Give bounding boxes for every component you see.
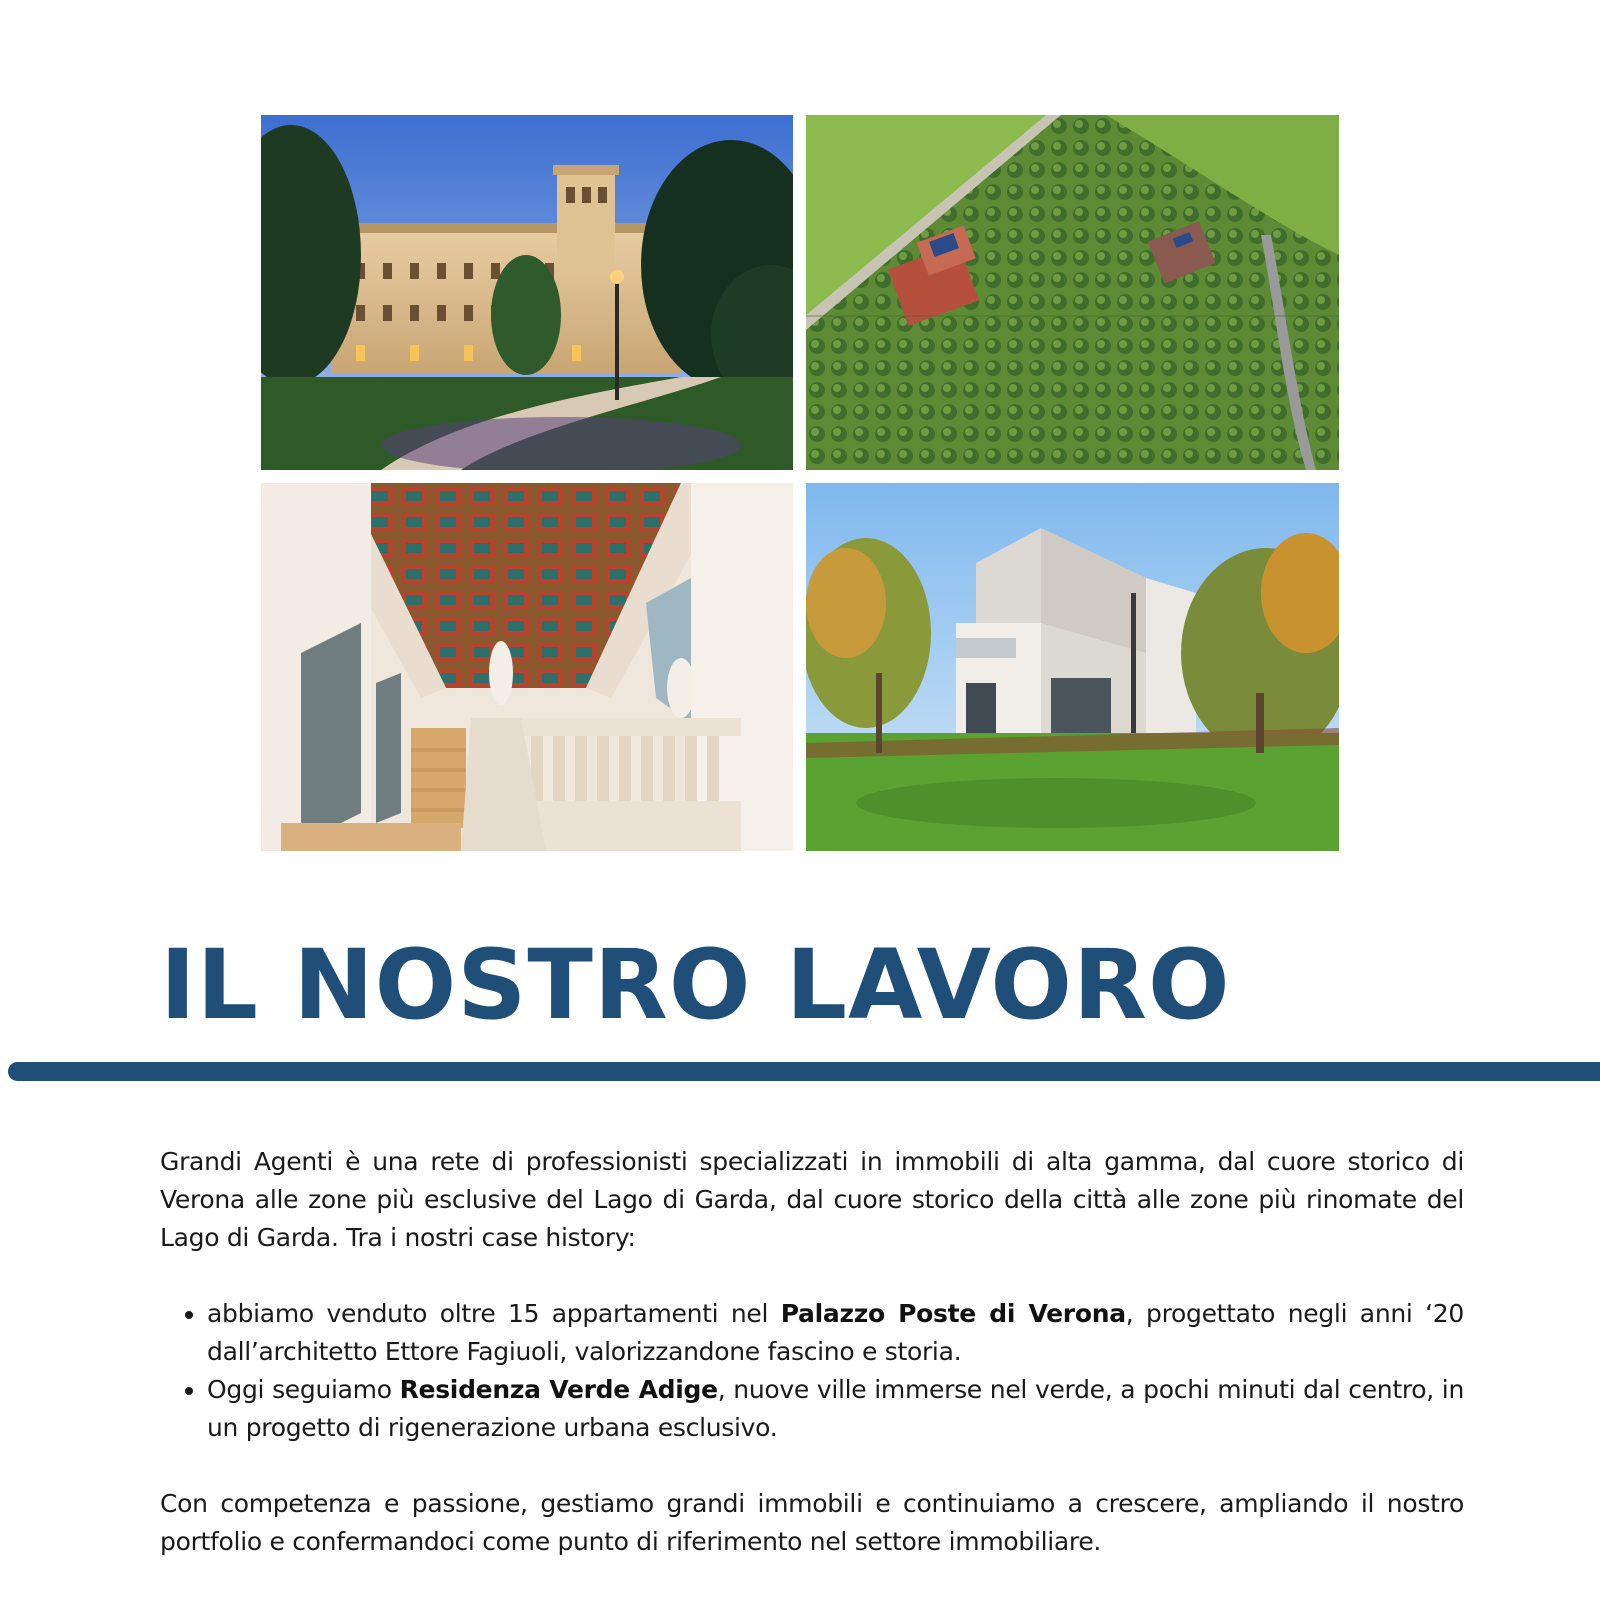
- aerial-olive-grove-photo: [806, 115, 1339, 470]
- section-title: IL NOSTRO LAVORO: [160, 929, 1231, 1041]
- case-history-list: [160, 1295, 1464, 1447]
- title-divider: [8, 1062, 1600, 1081]
- list-item: [207, 1371, 1464, 1447]
- staircase-interior-photo: [261, 483, 793, 851]
- closing-paragraph: Con competenza e passione, gestiamo grandi immobili e continuiamo a crescere, ampliando il nostro portfolio e confermandoci come punto di riferimento nel settore immobiliare.: [160, 1489, 1464, 1556]
- modern-villa-photo: [806, 483, 1339, 851]
- bullet-text-after: , progettato negli anni ‘20 dall’architetto Ettore Fagiuoli, valorizzandone fascino e storia.: [207, 1299, 1464, 1366]
- bullet-text-before: abbiamo venduto oltre 15 appartamenti nel: [207, 1299, 781, 1328]
- intro-paragraph: Grandi Agenti è una rete di professionisti specializzati in immobili di alta gamma, dal cuore storico di Verona alle zone più esclusive del Lago di Garda, dal cuore storico della città alle zone più rinomate del Lago di Garda. Tra i nostri case history:: [160, 1147, 1464, 1252]
- list-item: [207, 1295, 1464, 1371]
- section-body: [160, 1143, 1464, 1561]
- bullet-text-before: Oggi seguiamo: [207, 1375, 400, 1404]
- bullet-highlight: Palazzo Poste di Verona: [780, 1299, 1126, 1328]
- bullet-highlight: Residenza Verde Adige: [399, 1375, 718, 1404]
- bullet-text-after: , nuove ville immerse nel verde, a pochi minuti dal centro, in un progetto di rigenerazione urbana esclusivo.: [207, 1375, 1464, 1442]
- palazzo-poste-photo: [261, 115, 793, 470]
